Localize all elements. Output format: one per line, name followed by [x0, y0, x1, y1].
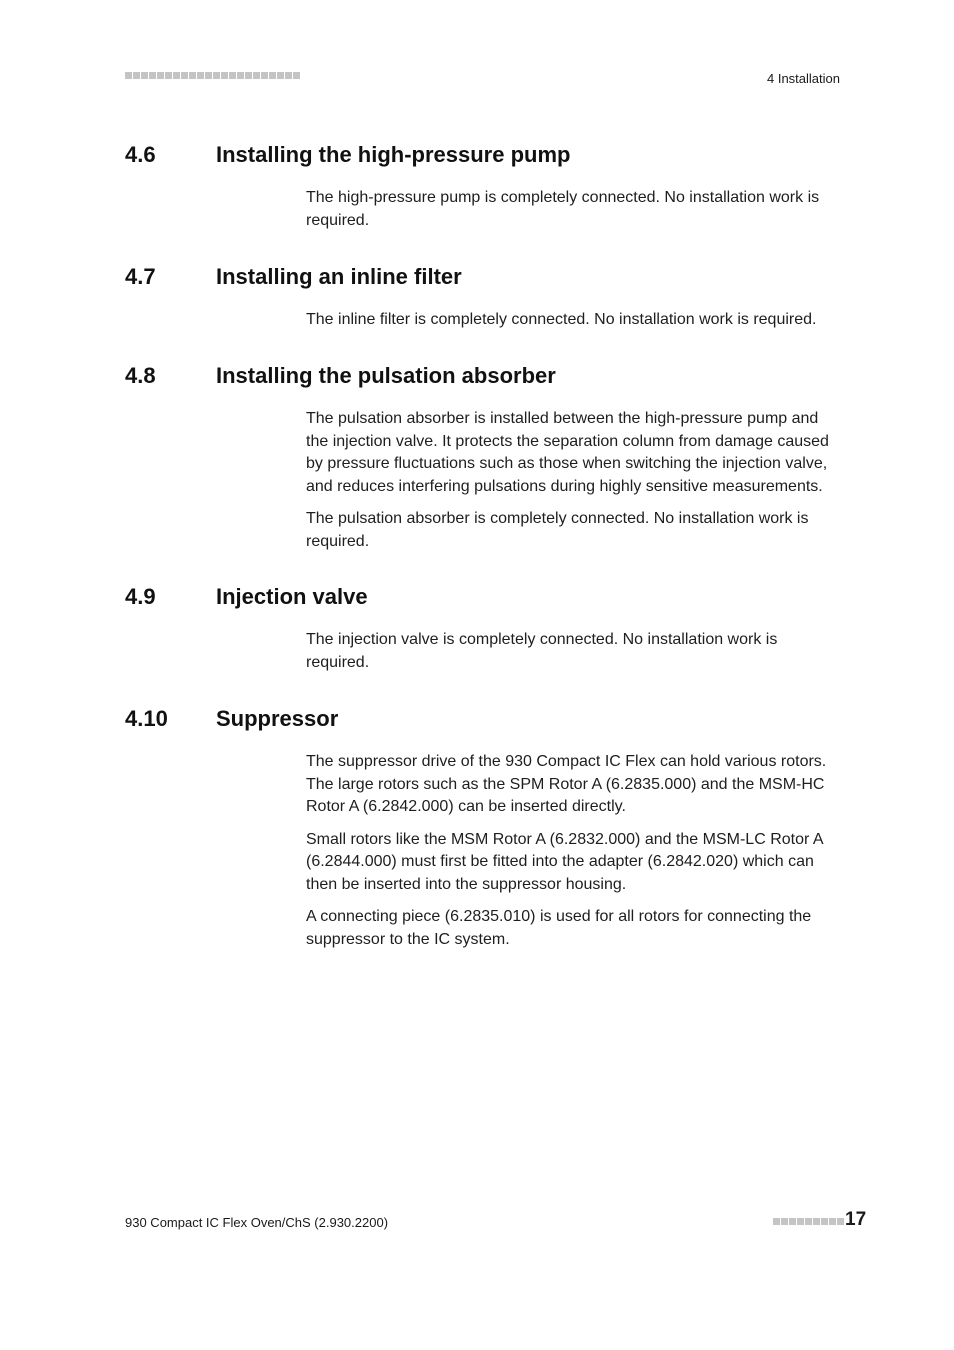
- section-4-6: [125, 141, 840, 242]
- section-number: 4.7: [125, 264, 156, 289]
- footer-decoration: [773, 1218, 844, 1225]
- section-title: Injection valve: [216, 584, 368, 609]
- paragraph: The high-pressure pump is completely connected. No installation work is required.: [306, 189, 820, 229]
- paragraph: The pulsation absorber is installed between the high-pressure pump and the injection valve. It protects the separation column from damage caused by pressure fluctuations such as those when switching the injection valve, and reduces interfering pulsations during highly sensitive measurements.: [306, 410, 829, 495]
- section-heading: [125, 263, 840, 291]
- chapter-header: 4 Installation: [767, 71, 840, 86]
- section-4-9: [125, 583, 840, 684]
- section-heading: [125, 705, 840, 733]
- section-heading: [125, 362, 840, 390]
- paragraph: A connecting piece (6.2835.010) is used for all rotors for connecting the suppressor to the IC system.: [306, 908, 812, 948]
- section-number: 4.9: [125, 584, 156, 609]
- page-number: 17: [845, 1209, 867, 1230]
- section-number: 4.6: [125, 142, 156, 167]
- section-title: Installing an inline filter: [216, 264, 462, 289]
- header-decoration: [125, 72, 300, 79]
- section-number: 4.10: [125, 706, 168, 731]
- paragraph: The suppressor drive of the 930 Compact IC Flex can hold various rotors. The large rotors such as the SPM Rotor A (6.2835.000) and the MSM-HC Rotor A (6.2842.000) can be inserted directly.: [306, 753, 827, 815]
- paragraph: The injection valve is completely connected. No installation work is required.: [306, 631, 778, 671]
- section-number: 4.8: [125, 363, 156, 388]
- paragraph: Small rotors like the MSM Rotor A (6.2832.000) and the MSM-LC Rotor A (6.2844.000) must first be fitted into the adapter (6.2842.020) which can then be inserted into the suppressor housing.: [306, 830, 823, 893]
- paragraph: The pulsation absorber is completely connected. No installation work is required.: [306, 510, 809, 550]
- section-title: Installing the pulsation absorber: [216, 363, 556, 388]
- paragraph: The inline filter is completely connected. No installation work is required.: [306, 311, 817, 328]
- section-heading: [125, 141, 840, 169]
- section-title: Installing the high-pressure pump: [216, 142, 571, 167]
- section-4-7: [125, 263, 840, 342]
- footer-document-title: 930 Compact IC Flex Oven/ChS (2.930.2200): [125, 1215, 389, 1230]
- section-4-8: [125, 362, 840, 563]
- section-4-10: [125, 705, 840, 961]
- section-title: Suppressor: [216, 706, 339, 731]
- section-heading: [125, 583, 840, 611]
